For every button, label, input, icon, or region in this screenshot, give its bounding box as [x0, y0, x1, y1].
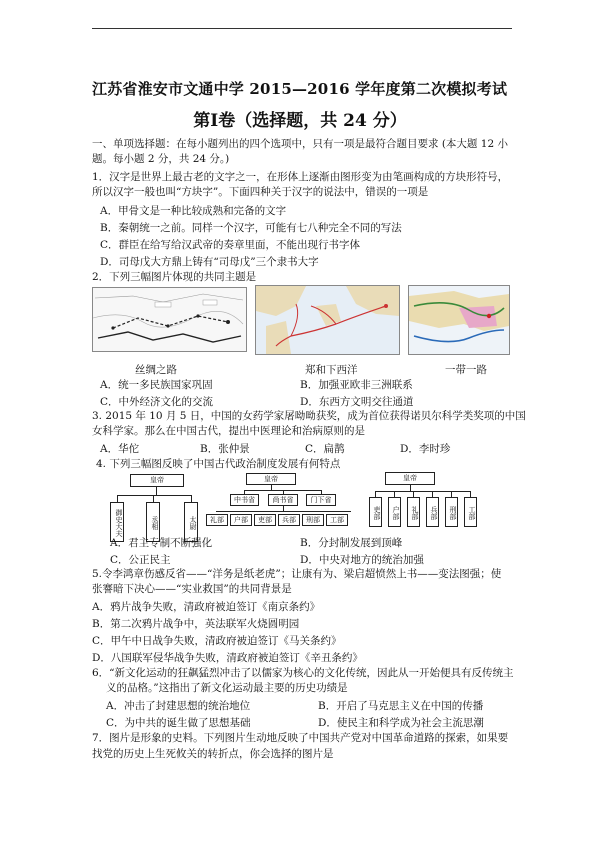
q1-option-d[interactable]: D．司母戊大方鼎上铸有“司母戊”三个隶书大字 [100, 256, 319, 268]
d2-dept-1: 中书省 [230, 494, 259, 506]
exam-title: 江苏省淮安市文通中学 2015—2016 学年度第二次模拟考试 [92, 80, 508, 98]
d3-emperor-box: 皇帝 [385, 472, 435, 485]
instructions-line-1: 一、单项选择题：在每小题列出的四个选项中，只有一项是最符合题目要求 (本大题 12 小 [92, 138, 508, 150]
d3-ministry-5: 刑部 [445, 497, 458, 527]
d2-dept-3: 门下省 [306, 494, 336, 506]
q4-option-a[interactable]: A．君主专制不断强化 [110, 537, 213, 549]
d2-ministry-5: 刑部 [302, 514, 324, 526]
q1-stem-1: 1．汉字是世界上最古老的文字之一，在形体上逐渐由图形变为由笔画构成的方块形符号， [92, 171, 509, 183]
q6-stem-2: 义的品格。”这指出了新文化运动最主要的历史功绩是 [106, 682, 348, 694]
section-title: 第Ⅰ卷（选择题，共 24 分） [193, 111, 407, 131]
q3-stem-1: 3. 2015 年 10 月 5 日，中国的女药学家屠呦呦获奖，成为首位获得诺贝尔科学类奖项的中国 [92, 410, 526, 422]
d3-ministry-6: 工部 [464, 497, 477, 527]
q2-option-b[interactable]: B．加强亚欧非三洲联系 [300, 379, 413, 391]
d1-box-2: 丞相 [146, 502, 160, 542]
header-rule [92, 28, 512, 29]
q6-stem-1: 6．“新文化运动的狂飙猛烈冲击了以儒家为核心的文化传统，因此从一开始便具有反传统主 [92, 667, 514, 679]
q5-stem-2: 张謇暗下决心——“实业救国”的共同背景是 [92, 583, 292, 595]
zheng-he-voyage-map-image [255, 285, 400, 355]
q1-option-a[interactable]: A．甲骨文是一种比较成熟和完备的文字 [100, 205, 287, 217]
map2-caption: 郑和下西洋 [305, 364, 358, 376]
q6-option-d[interactable]: D．使民主和科学成为社会主流思潮 [318, 717, 484, 729]
q4-stem: 4. 下列三幅图反映了中国古代政治制度发展有何特点 [96, 458, 341, 470]
silk-road-map-image [92, 287, 247, 352]
d2-ministry-6: 工部 [326, 514, 348, 526]
instructions-line-2: 题。每小题 2 分，共 24 分。) [92, 153, 230, 165]
q4-option-b[interactable]: B．分封制发展到顶峰 [300, 537, 403, 549]
d3-ministry-4: 兵部 [426, 497, 439, 527]
d3-ministry-2: 户部 [388, 497, 401, 527]
q4-option-c[interactable]: C．公正民主 [110, 554, 171, 566]
d2-emperor-box: 皇帝 [246, 473, 296, 485]
q7-stem-1: 7．图片是形象的史料。下列图片生动地反映了中国共产党对中国革命道路的探索，如果要 [92, 732, 509, 744]
q6-option-b[interactable]: B．开启了马克思主义在中国的传播 [318, 700, 484, 712]
d3-ministry-1: 吏部 [369, 497, 382, 527]
map3-caption: 一带一路 [445, 364, 487, 376]
q3-stem-2: 女科学家。那么在中国古代，提出中医理论和治病原则的是 [92, 425, 365, 437]
q3-option-c[interactable]: C．扁鹊 [305, 443, 345, 455]
d2-ministry-2: 户部 [230, 514, 252, 526]
d2-ministry-3: 吏部 [254, 514, 276, 526]
q2-option-c[interactable]: C．中外经济文化的交流 [100, 396, 214, 408]
q2-option-d[interactable]: D．东西方文明交往通道 [300, 396, 414, 408]
q3-option-b[interactable]: B．张仲景 [200, 443, 250, 455]
q4-option-d[interactable]: D．中央对地方的统治加强 [300, 554, 424, 566]
q5-option-a[interactable]: A．鸦片战争失败，清政府被迫签订《南京条约》 [92, 601, 321, 613]
q1-option-b[interactable]: B．秦朝统一之前。同样一个汉字，可能有七八种完全不同的写法 [100, 222, 402, 234]
q3-option-a[interactable]: A．华佗 [100, 443, 140, 455]
q7-stem-2: 找党的历史上生死攸关的转折点，你会选择的图片是 [92, 748, 334, 760]
d2-ministry-1: 礼部 [206, 514, 228, 526]
q5-option-c[interactable]: C．甲午中日战争失败，清政府被迫签订《马关条约》 [92, 635, 342, 647]
q6-option-c[interactable]: C．为中共的诞生做了思想基础 [106, 717, 251, 729]
q5-stem-1: 5.令李鸿章伤感反省——“洋务是纸老虎”；让康有为、梁启超愤然上书——变法图强；使 [92, 568, 502, 580]
q2-option-a[interactable]: A．统一多民族国家巩固 [100, 379, 213, 391]
q6-option-a[interactable]: A．冲击了封建思想的统治地位 [106, 700, 251, 712]
d2-dept-2: 尚书省 [268, 494, 298, 506]
q3-option-d[interactable]: D．李时珍 [400, 443, 451, 455]
q2-stem: 2．下列三幅图片体现的共同主题是 [92, 271, 257, 283]
d1-box-1: 御史大夫 [110, 502, 124, 542]
q1-stem-2: 所以汉字一般也叫“方块字”。下面四种关于汉字的说法中，错误的一项是 [92, 186, 429, 198]
d3-ministry-3: 礼部 [407, 497, 420, 527]
q5-option-d[interactable]: D．八国联军侵华战争失败，清政府被迫签订《辛丑条约》 [92, 652, 363, 664]
d1-emperor-box: 皇帝 [130, 474, 184, 487]
d1-box-3: 太尉 [184, 502, 198, 542]
map1-caption: 丝绸之路 [135, 364, 177, 376]
d2-ministry-4: 兵部 [278, 514, 300, 526]
q5-option-b[interactable]: B．第二次鸦片战争中，英法联军火烧圆明园 [92, 618, 300, 630]
belt-and-road-map-image [408, 285, 510, 355]
q1-option-c[interactable]: C．群臣在给写给汉武帝的奏章里面，不能出现行书字体 [100, 239, 361, 251]
